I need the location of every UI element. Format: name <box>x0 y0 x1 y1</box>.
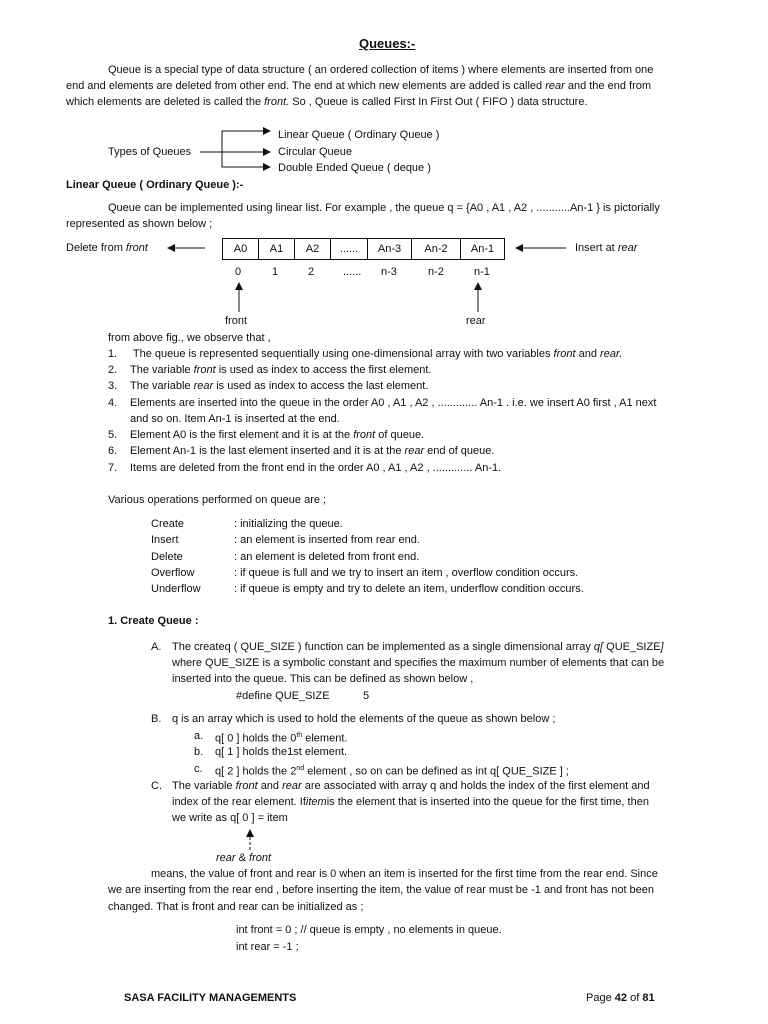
sec-b-label: B. <box>151 713 162 725</box>
code-line-2: int rear = -1 ; <box>236 941 299 953</box>
create-queue-heading: 1. Create Queue : <box>108 615 199 627</box>
type-item-circular: Circular Queue <box>278 146 352 158</box>
sec-c-text: The variable <box>172 780 233 792</box>
index-1: 1 <box>272 266 279 278</box>
operation-description: : if queue is empty and try to delete an item, underflow condition occurs. <box>234 583 584 596</box>
list-item-text: is used as index to access the last element. <box>216 380 429 392</box>
footer-page-number <box>586 991 655 1005</box>
footer-total: 81 <box>642 992 655 1004</box>
list-item <box>108 412 340 426</box>
operation-name: Insert <box>151 534 179 547</box>
list-item-text: Element A0 is the first element and it is at the <box>130 429 351 441</box>
intro-line-1: Queue is a special type of data structure ( an ordered collection of items ) where elements are inserted from one <box>108 64 654 76</box>
list-item-number: 6. <box>108 445 118 457</box>
sec-b-c-sup: nd <box>296 765 305 772</box>
sec-b-a-label: a. <box>194 730 204 742</box>
list-item-text: and <box>578 348 597 360</box>
list-item-number: 1. <box>108 348 118 360</box>
delete-front-italic: front <box>125 242 148 254</box>
list-item-number: 5. <box>108 429 118 441</box>
intro-text: and the end from <box>567 80 652 92</box>
list-item-text: end of queue. <box>427 445 495 457</box>
rear-and-front-label <box>216 851 271 865</box>
list-item-number: 2. <box>108 364 118 376</box>
types-arrow-linear <box>222 131 270 152</box>
operation-name: Delete <box>151 550 183 563</box>
list-item-text: of queue. <box>378 429 425 441</box>
footer-company: SASA FACILITY MANAGEMENTS <box>124 992 297 1004</box>
list-item-text: and so on. Item An-1 is inserted at the end. <box>130 413 340 425</box>
queue-cell-a0: A0 <box>222 238 259 260</box>
code-line-1: int front = 0 ; // queue is empty , no elements in queue. <box>236 924 502 936</box>
sec-c-item: item <box>305 796 327 808</box>
sec-c-text: index of the rear element. If <box>172 796 306 808</box>
sec-c-front: front <box>235 780 258 792</box>
means-line-3: changed. That is front and rear can be initialized as ; <box>108 901 364 913</box>
list-item-text: Elements are inserted into the queue in the order A0 , A1 , A2 , ............. An-1 . i.e. we insert A0 first , A1 next <box>130 397 657 409</box>
insert-text: Insert at <box>575 242 615 254</box>
sec-c-line-1 <box>172 779 650 793</box>
operation-description: : an element is deleted from front end. <box>234 550 420 563</box>
type-item-linear: Linear Queue ( Ordinary Queue ) <box>278 129 440 141</box>
queue-cell-a2: A2 <box>294 238 331 260</box>
sec-c-text: are associated with array q and holds the index of the first element and <box>304 780 650 792</box>
list-item <box>108 428 424 442</box>
list-item-italic: front <box>553 348 576 360</box>
list-item-italic: rear <box>404 445 425 457</box>
operation-name: Overflow <box>151 566 195 579</box>
intro-text: which elements are deleted is called the <box>66 96 262 108</box>
intro-front: front. <box>264 96 290 108</box>
define-statement: #define QUE_SIZE <box>236 690 330 702</box>
sec-a-text: QUE_SIZE <box>606 641 661 653</box>
sec-b-c-label: c. <box>194 763 203 775</box>
sec-a-line-3: inserted into the queue. This can be defined as shown below , <box>172 673 474 685</box>
list-item-text: The variable <box>130 380 191 392</box>
list-item-text: The queue is represented sequentially using one-dimensional array with two variables <box>130 348 551 360</box>
sec-c-label: C. <box>151 780 162 792</box>
queue-cell-an1: An-1 <box>460 238 505 260</box>
rear-pointer-label: rear <box>466 315 486 327</box>
sec-c-text: and <box>260 780 280 792</box>
means-line-1: means, the value of front and rear is 0 when an item is inserted for the first time from the rear end. Since <box>151 868 658 880</box>
sec-b-a-sup: th <box>296 732 303 739</box>
sec-b-line-1: q is an array which is used to hold the elements of the queue as shown below ; <box>172 713 556 725</box>
list-item-italic: front <box>353 429 376 441</box>
sec-b-b-label: b. <box>194 746 204 758</box>
sec-b-a-text <box>215 729 347 746</box>
rf-amp: & <box>238 852 246 864</box>
sec-a-italic: q[ <box>593 641 604 653</box>
sec-a-line-1 <box>172 640 664 654</box>
list-item-number: 3. <box>108 380 118 392</box>
intro-text: So , Queue is called First In First Out ( FIFO ) data structure. <box>292 96 588 108</box>
types-arrow-deque <box>222 152 270 167</box>
list-item-italic: front <box>193 364 216 376</box>
index-2: 2 <box>308 266 315 278</box>
list-item <box>108 444 494 458</box>
sec-b-c-t: q[ 2 ] holds the 2 <box>215 765 297 778</box>
index-n1: n-1 <box>474 266 490 278</box>
index-n3: n-3 <box>381 266 397 278</box>
insert-rear-italic: rear <box>617 242 638 254</box>
list-item-italic: rear. <box>600 348 623 360</box>
list-item-number: 7. <box>108 462 118 474</box>
list-item <box>108 347 622 361</box>
define-value: 5 <box>363 690 370 702</box>
sec-a-line-2: where QUE_SIZE is a symbolic constant and specifies the maximum number of elements that can be <box>172 657 665 669</box>
footer-of: of <box>630 992 640 1004</box>
types-label: Types of Queues <box>108 146 192 158</box>
footer-page-label: Page <box>586 992 612 1004</box>
sec-b-a-t2: element. <box>305 732 348 745</box>
sec-b-a-t: q[ 0 ] holds the 0 <box>215 732 297 745</box>
sec-a-text: The createq ( QUE_SIZE ) function can be implemented as a single dimensional array <box>172 641 591 653</box>
impl-line-1: Queue can be implemented using linear list. For example , the queue q = {A0 , A1 , A2 , ...........An-1 } is pictorially <box>108 202 660 214</box>
type-item-deque: Double Ended Queue ( deque ) <box>278 162 431 174</box>
sec-c-line-2 <box>172 795 649 809</box>
list-item-text: is used as index to access the first element. <box>218 364 432 376</box>
delete-text: Delete from <box>66 242 123 254</box>
intro-text: end and elements are deleted from other end. The end at which new elements are added is called <box>66 80 543 92</box>
index-ellipsis: ...... <box>343 266 362 278</box>
operation-name: Create <box>151 518 185 530</box>
linear-queue-heading: Linear Queue ( Ordinary Queue ):- <box>66 179 244 191</box>
rf-front: front <box>249 852 272 864</box>
queue-cell-an2: An-2 <box>411 238 461 260</box>
queue-cell-ellipsis: ...... <box>330 238 368 260</box>
sec-b-b-text: q[ 1 ] holds the1st element. <box>215 746 348 758</box>
list-item-text: Element An-1 is the last element inserted and it is at the <box>130 445 402 457</box>
index-n2: n-2 <box>428 266 444 278</box>
sec-c-rear: rear <box>282 780 302 792</box>
sec-b-c-text <box>215 762 569 779</box>
operation-description: : an element is inserted from rear end. <box>234 534 420 547</box>
sec-a-italic: ] <box>660 641 664 653</box>
front-pointer-label: front <box>225 315 248 327</box>
sec-b-c-t2: element , so on can be defined as int q[ QUE_SIZE ] ; <box>307 765 569 778</box>
list-item <box>108 461 501 475</box>
list-item-italic: rear <box>193 380 214 392</box>
list-item <box>108 396 656 410</box>
list-item <box>108 363 431 377</box>
sec-c-line-3: we write as q[ 0 ] = item <box>172 812 288 824</box>
impl-line-2: represented as shown below ; <box>66 218 213 230</box>
rf-rear: rear <box>216 852 236 864</box>
footer-page: 42 <box>614 992 628 1004</box>
list-item <box>108 379 428 393</box>
sec-a-label: A. <box>151 641 162 653</box>
list-item-text: Items are deleted from the front end in the order A0 , A1 , A2 , ............. An-1. <box>130 462 502 474</box>
queue-cell-an3: An-3 <box>367 238 412 260</box>
page-title: Queues:- <box>359 36 416 51</box>
list-item-number: 4. <box>108 397 118 409</box>
observe-line: from above fig., we observe that , <box>108 332 271 344</box>
means-line-2: we are inserting from the rear end , before inserting the item, the value of rear must be -1 and front has not been <box>108 884 655 896</box>
sec-c-text: is the element that is inserted into the queue for the first time, then <box>326 796 649 808</box>
queue-cell-a1: A1 <box>258 238 295 260</box>
index-0: 0 <box>235 266 242 278</box>
ops-intro: Various operations performed on queue are ; <box>108 494 327 506</box>
operation-name: Underflow <box>151 583 201 596</box>
operation-description: : initializing the queue. <box>234 518 343 530</box>
list-item-text: The variable <box>130 364 191 376</box>
intro-rear: rear <box>545 80 565 92</box>
operation-description: : if queue is full and we try to insert an item , overflow condition occurs. <box>234 566 579 579</box>
